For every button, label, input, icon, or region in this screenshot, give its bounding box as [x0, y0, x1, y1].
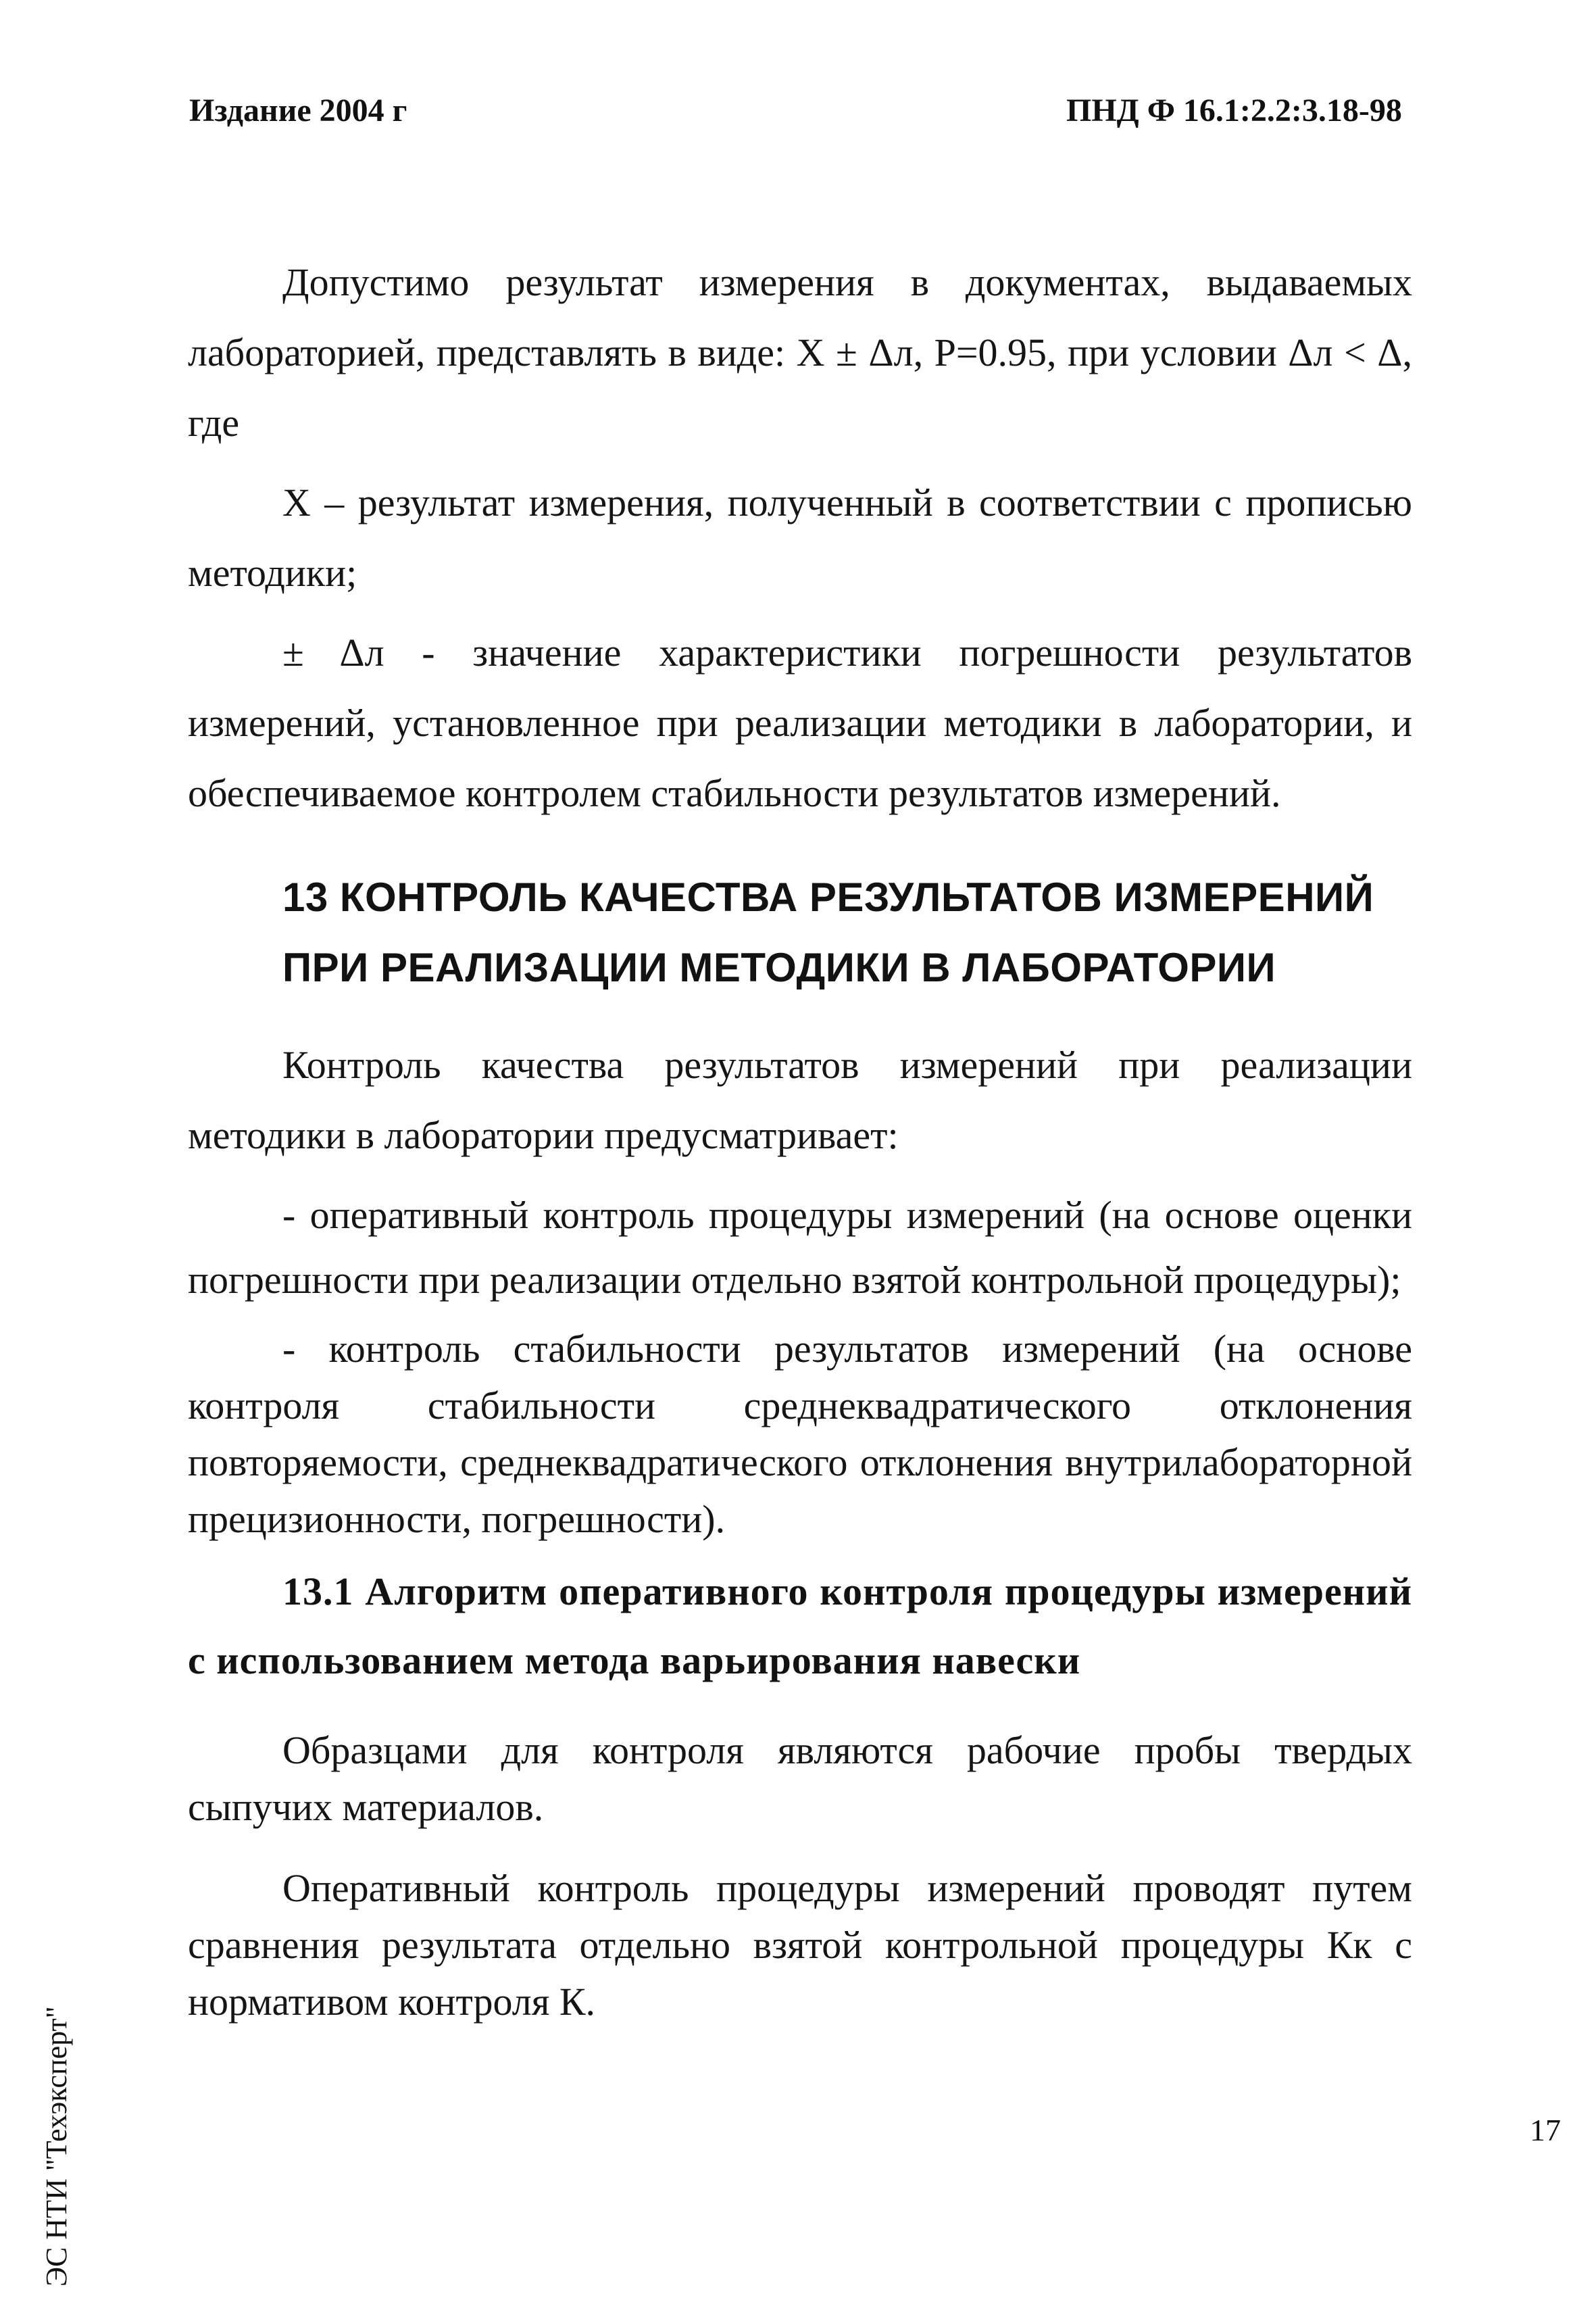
page-number: 17	[1530, 2113, 1561, 2147]
paragraph-operative-comparison: Оперативный контроль процедуры измерений проводят путем сравнения результата отдельно взятой контрольной процедуры Кк с нормативом контроля К.	[188, 1866, 1412, 2024]
page-body	[188, 247, 1412, 2030]
paragraph-control-samples: Образцами для контроля являются рабочие пробы твердых сыпучих материалов.	[188, 1728, 1412, 1829]
paragraph-delta-definition: ± Δл - значение характеристики погрешности результатов измерений, установленное при реализации методики в лаборатории, и обеспечиваемое контролем стабильности результатов измерений.	[188, 631, 1412, 815]
paragraph-quality-control-intro: Контроль качества результатов измерений при реализации методики в лаборатории предусматривает:	[188, 1043, 1412, 1157]
paragraph-result-format: Допустимо результат измерения в документах, выдаваемых лабораторией, представлять в виде: X ± Δл, P=0.95, при условии Δл < Δ, где	[188, 260, 1413, 445]
paragraph-x-definition: X – результат измерения, полученный в соответствии с прописью методики;	[188, 481, 1412, 595]
publisher-stamp: ЭС НТИ "Техэксперт"	[40, 2006, 73, 2287]
subsection-13-1-title: 13.1 Алгоритм оперативного контроля процедуры измерений с использованием метода варьирования навески	[188, 1569, 1412, 1682]
edition-label: Издание 2004 г	[189, 93, 407, 128]
list-item-operative-control: - оперативный контроль процедуры измерений (на основе оценки погрешности при реализации отдельно взятой контрольной процедуры);	[188, 1193, 1412, 1302]
section-13-title: 13 КОНТРОЛЬ КАЧЕСТВА РЕЗУЛЬТАТОВ ИЗМЕРЕНИЙ ПРИ РЕАЛИЗАЦИИ МЕТОДИКИ В ЛАБОРАТОРИИ	[282, 875, 1374, 990]
list-item-stability-control: - контроль стабильности результатов измерений (на основе контроля стабильности среднеквадратического отклонения повторяемости, среднеквадратического отклонения внутрилабораторной прецизионности, погрешности).	[188, 1327, 1412, 1541]
document-code: ПНД Ф 16.1:2.2:3.18-98	[1066, 93, 1402, 128]
